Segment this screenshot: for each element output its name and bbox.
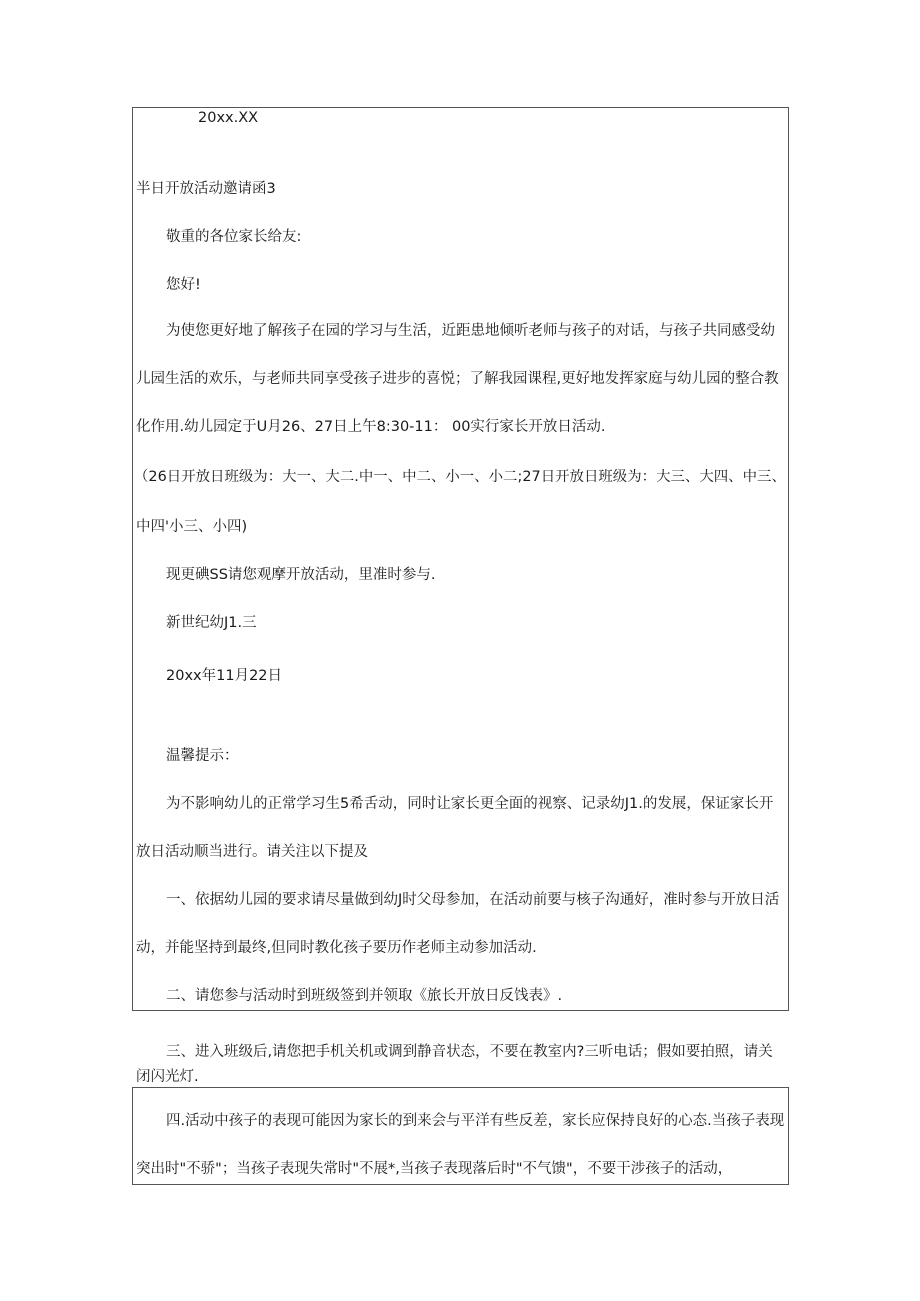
letter-title: 半日开放活动邀请函3: [136, 181, 276, 197]
schedule-line-2: 中四'小三、小四): [136, 519, 248, 535]
invite-text: 现更碘SS请您观摩开放活动，里准时参与.: [166, 567, 436, 583]
tips-intro-line-1: 为不影响幼儿的正常学习生5希舌动，同时让家长更全面的视察、记录幼J1.的发展，保证家长开: [166, 796, 774, 812]
intro-line-3: 化作用.幼儿园定于U月26、27日上午8:30-11： 00实行家长开放日活动.: [136, 419, 606, 435]
intro-line-1: 为使您更好地了解孩子在园的学习与生活，近距患地倾听老师与孩子的对话，与孩子共同感受幼: [166, 323, 775, 339]
date-header: 20xx.XX: [198, 110, 259, 126]
salutation: 敬重的各位家长给友:: [166, 229, 302, 245]
schedule-line-1: （26日开放日班级为：大一、大二.中一、中二、小一、小二;27日开放日班级为：大三、大四、中三、: [134, 469, 786, 485]
greeting: 您好!: [166, 277, 201, 293]
tip-item-3-line-1: 三、进入班级后,请您把手机关机或调到静音状态，不要在教室内?三听电话；假如要拍照，请关: [166, 1044, 773, 1060]
signature: 新世纪幼J1.三: [166, 615, 257, 631]
tips-intro-line-2: 放日活动顺当进行。请关注以下提及: [136, 844, 368, 860]
sign-date: 20xx年11月22日: [166, 668, 283, 684]
tip-item-2: 二、请您参与活动时到班级签到并领取《旅长开放日反饯表》.: [166, 988, 563, 1004]
tip-item-4-line-2: 突出时"不骄"；当孩子表现失常时"不展*,当孩子表现落后时"不气馈"，不要干涉孩子的活动，: [136, 1161, 733, 1177]
intro-line-2: 儿园生活的欢乐，与老师共同享受孩子进步的喜悦；了解我园课程,更好地发挥家庭与幼儿园的整合教: [136, 371, 779, 387]
tip-item-1-line-2: 动，并能坚持到最终,但同时教化孩子要历作老师主动参加活动.: [136, 940, 537, 956]
tips-heading: 温馨提示：: [166, 748, 239, 764]
tip-item-4-line-1: 四.活动中孩子的表现可能因为家长的到来会与平洋有些反差，家长应保持良好的心态.当孩子表现: [166, 1113, 785, 1129]
tip-item-3-line-2: 闭闪光灯.: [136, 1069, 199, 1085]
tip-item-1-line-1: 一、依据幼儿园的要求请尽量做到幼J时父母参加，在活动前要与核子沟通好，准时参与开放日活: [166, 892, 780, 908]
